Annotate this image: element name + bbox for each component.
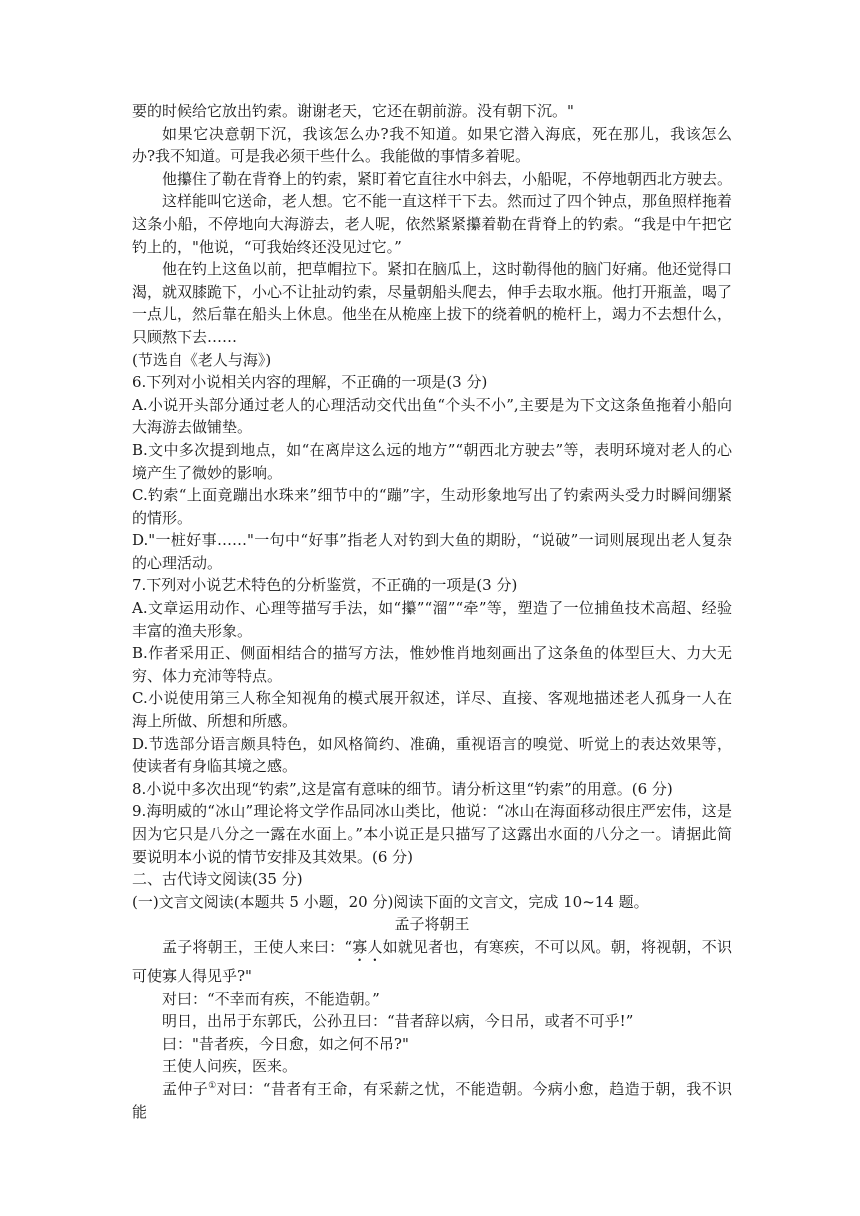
passage-paragraph: 他在钓上这鱼以前，把草帽拉下。紧扣在脑瓜上，这时勒得他的脑门好痛。他还觉得口渴，就双膝跪下，小心不让扯动钓索，尽量朝船头爬去，伸手去取水瓶。他打开瓶盖，喝了一点儿，然后靠在船头上休息。他坐在从桅座上拔下的绕着帆的桅杆上，竭力不去想什么，只顾熬下去…… bbox=[132, 260, 733, 346]
document-page bbox=[132, 100, 732, 1123]
question-9: 9.海明威的“冰山”理论将文学作品同冰山类比，他说：“冰山在海面移动很庄严宏伟，这是因为它只是八分之一露在水面上。”本小说正是只描写了这露出水面的八分之一。请据此简要说明本小说的情节安排及其效果。(6 分) bbox=[132, 802, 732, 866]
question-7-option-a: A.文章运用动作、心理等描写手法，如“攥”“溜”“牵”等，塑造了一位捕鱼技术高超、经验丰富的渔夫形象。 bbox=[132, 599, 732, 640]
subsection-heading: (一)文言文阅读(本题共 5 小题，20 分)阅读下面的文言文，完成 10~14 题。 bbox=[132, 892, 649, 911]
question-7-option-c: C.小说使用第三人称全知视角的模式展开叙述，详尽、直接、客观地描述老人孤身一人在海上所做、所想和所感。 bbox=[132, 689, 732, 731]
emphasized-term: 寡人 bbox=[352, 937, 383, 956]
source-note: (节选自《老人与海》) bbox=[132, 350, 272, 369]
section-heading: 二、古代诗文阅读(35 分) bbox=[132, 870, 303, 889]
question-6-option-a: A.小说开头部分通过老人的心理活动交代出鱼“个头不小”,主要是为下文这条鱼拖着小船向大海游去做铺垫。 bbox=[132, 395, 732, 437]
classical-paragraph bbox=[132, 936, 732, 988]
classical-text: 孟子将朝王，王使人来曰：“ bbox=[162, 937, 353, 956]
classical-text-title: 孟子将朝王 bbox=[394, 915, 470, 934]
passage-paragraph: 如果它决意朝下沉，我该怎么办?我不知道。如果它潜入海底，死在那儿，我该怎么办?我不知道。可是我必须干些什么。我能做的事情多着呢。 bbox=[132, 124, 732, 166]
footnote-marker: ① bbox=[208, 1080, 217, 1091]
question-6-stem: 6.下列对小说相关内容的理解，不正确的一项是(3 分) bbox=[132, 373, 488, 392]
classical-paragraph: 明日，出吊于东郭氏，公孙丑曰：“昔者辞以病，今日吊，或者不可乎!” bbox=[162, 1012, 634, 1031]
passage-paragraph: 他攥住了勒在背脊上的钓索，紧盯着它直往水中斜去，小船呢，不停地朝西北方驶去。 bbox=[162, 169, 733, 188]
classical-text: 孟仲子 bbox=[162, 1079, 209, 1098]
classical-text: 对曰：“昔者有王命，有采薪之忧，不能造朝。今病小愈，趋造于朝，我不识能 bbox=[132, 1079, 732, 1121]
question-8: 8.小说中多次出现“钓索”,这是富有意味的细节。请分析这里“钓索”的用意。(6 分) bbox=[132, 779, 673, 798]
passage-paragraph: 要的时候给它放出钓索。谢谢老天，它还在朝前游。没有朝下沉。" bbox=[132, 102, 574, 120]
passage-paragraph: 这样能叫它送命，老人想。它不能一直这样干下去。然而过了四个钟点，那鱼照样拖着这条小船，不停地向大海游去，老人呢，依然紧紧攥着勒在背脊上的钓索。“我是中午把它钓上的，"他说，“可我始终还没见过它。” bbox=[132, 192, 733, 256]
question-6-option-c: C.钓索“上面竟蹦出水珠来”细节中的“蹦”字，生动形象地写出了钓索两头受力时瞬间绷紧的情形。 bbox=[132, 486, 732, 527]
question-6-option-b: B.文中多次提到地点，如“在离岸这么远的地方”“朝西北方驶去”等，表明环境对老人的心境产生了微妙的影响。 bbox=[132, 440, 732, 482]
classical-paragraph: 对曰：“不幸而有疾，不能造朝。” bbox=[162, 989, 380, 1008]
question-7-stem: 7.下列对小说艺术特色的分析鉴赏，不正确的一项是(3 分) bbox=[132, 576, 518, 595]
question-6-option-d: D."一桩好事……"一句中“好事”指老人对钓到大鱼的期盼，“说破”一词则展现出老人复杂的心理活动。 bbox=[132, 531, 732, 572]
classical-paragraph bbox=[132, 1078, 732, 1123]
classical-paragraph: 曰："昔者疾，今日愈，如之何不吊?" bbox=[162, 1034, 409, 1053]
classical-paragraph: 王使人问疾，医来。 bbox=[162, 1057, 298, 1076]
question-7-option-d: D.节选部分语言颇具特色，如风格简约、准确，重视语言的嗅觉、听觉上的表达效果等，使读者有身临其境之感。 bbox=[132, 734, 732, 776]
question-7-option-b: B.作者采用正、侧面相结合的描写方法，惟妙惟肖地刻画出了这条鱼的体型巨大、力大无穷、体力充沛等特点。 bbox=[132, 644, 732, 685]
classical-text: 如就见者也，有寒疾，不可以风。朝，将视朝，不识可使寡人得见乎?" bbox=[132, 937, 732, 985]
